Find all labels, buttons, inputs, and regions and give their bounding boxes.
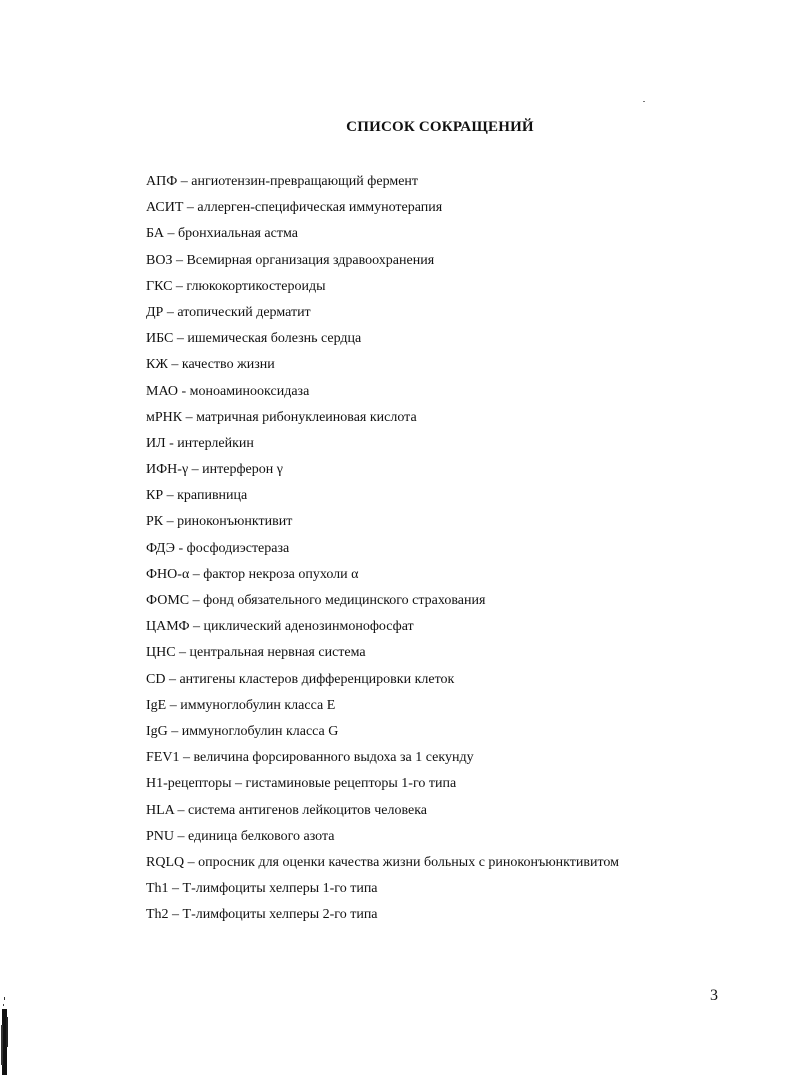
abbreviation-item: FEV1 – величина форсированного выдоха за 1 секунду [146,750,474,766]
abbreviation-item: ЦАМФ – циклический аденозинмонофосфат [146,619,414,635]
abbreviation-item: АПФ – ангиотензин-превращающий фермент [146,174,419,189]
abbreviation-item: МАО - моноаминооксидаза [146,383,310,399]
scan-speck [643,101,645,102]
abbreviation-item: CD – антигены кластеров дифференцировки клеток [146,671,455,687]
abbreviation-item: БА – бронхиальная астма [146,226,298,242]
abbreviation-list [146,172,619,931]
abbreviation-item: ГКС – глюкокортикостероиды [146,278,326,294]
abbreviation-item: мРНК – матричная рибонуклеиновая кислота [146,409,417,425]
abbreviation-item: H1-рецепторы – гистаминовые рецепторы 1-го типа [146,776,457,792]
abbreviation-item: PNU – единица белкового азота [146,828,335,844]
abbreviation-item: ИЛ - интерлейкин [146,435,254,451]
abbreviation-item: ЦНС – центральная нервная система [146,645,366,661]
abbreviation-item: ФДЭ - фосфодиэстераза [146,540,290,556]
abbreviation-item: КР – крапивница [146,488,248,504]
page-title: СПИСОК СОКРАЩЕНИЙ [346,119,534,135]
abbreviation-item: АСИТ – аллерген-специфическая иммунотерапия [146,200,443,216]
abbreviation-item: Th1 – Т-лимфоциты хелперы 1-го типа [146,881,378,897]
abbreviation-item: ФОМС – фонд обязательного медицинского страхования [146,593,486,608]
abbreviation-item: ИБС – ишемическая болезнь сердца [146,331,362,347]
abbreviation-item: ВОЗ – Всемирная организация здравоохранения [146,252,435,268]
page-number: 3 [710,987,718,1004]
abbreviation-item: КЖ – качество жизни [146,357,275,373]
scan-edge-mark [0,995,10,1077]
abbreviation-item: HLA – система антигенов лейкоцитов человека [146,802,428,818]
abbreviation-item: РК – риноконъюнктивит [146,514,293,530]
abbreviation-item: RQLQ – опросник для оценки качества жизни больных с риноконъюнктивитом [146,854,620,870]
abbreviation-item: ФНО-α – фактор некроза опухоли α [146,566,359,582]
abbreviation-item: IgE – иммуноглобулин класса E [146,697,336,713]
abbreviation-item: IgG – иммуноглобулин класса G [146,723,339,739]
abbreviation-item: ДР – атопический дерматит [146,304,311,320]
abbreviation-item: Th2 – Т-лимфоциты хелперы 2-го типа [146,907,378,923]
abbreviation-item: ИФН-γ – интерферон γ [146,462,283,478]
